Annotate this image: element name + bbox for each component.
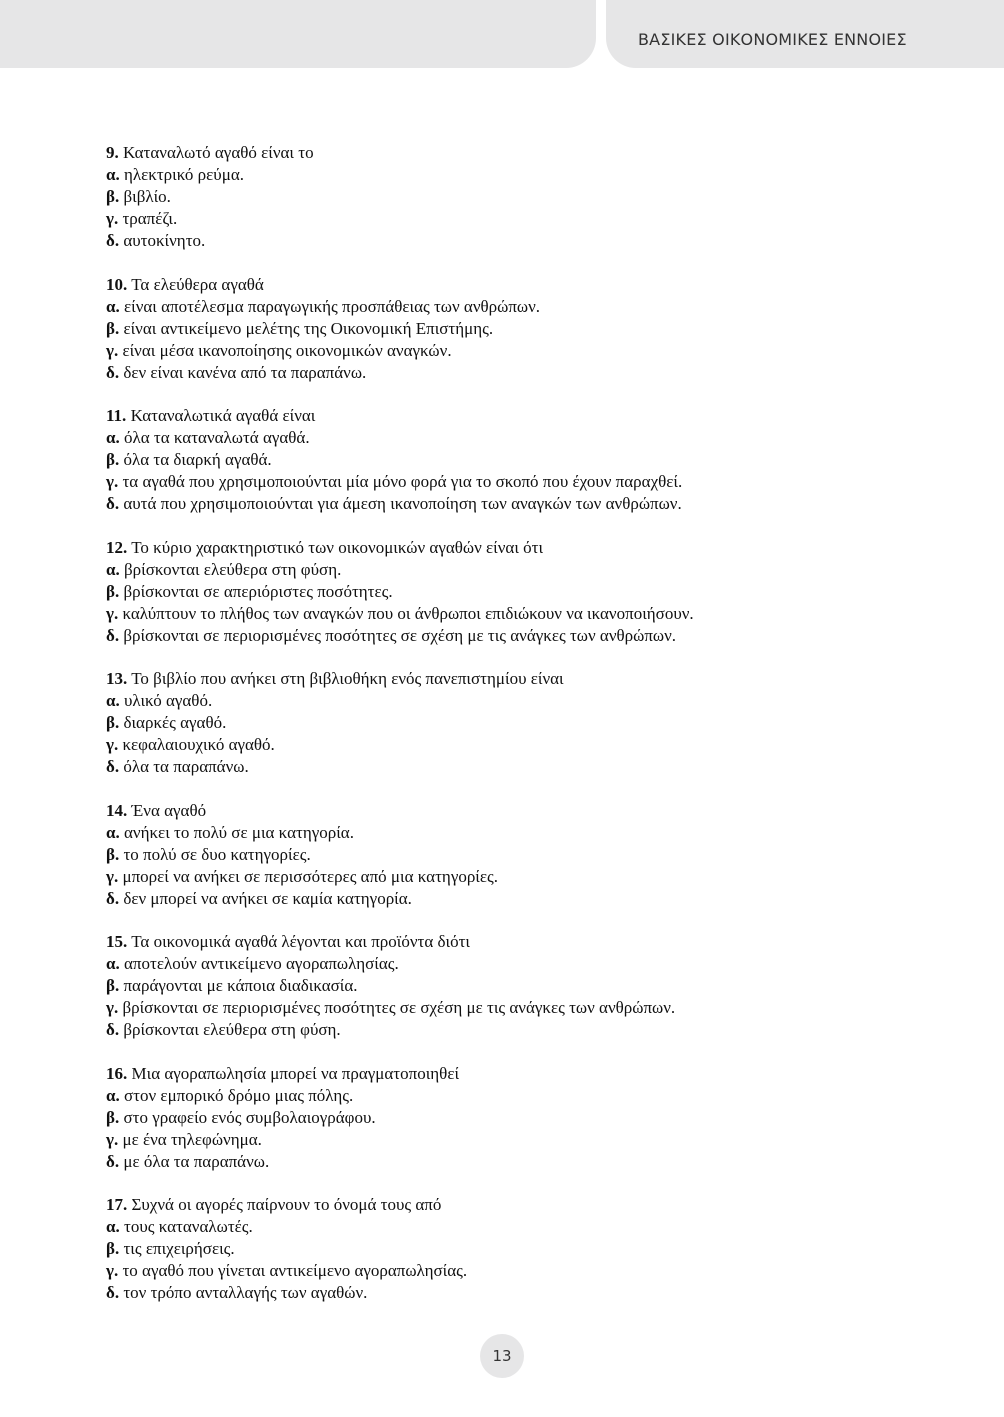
question-stem [106,405,906,427]
answer-option [106,493,906,515]
option-letter: δ. [106,1020,120,1039]
option-text: παράγονται με κάποια διαδικασία. [123,976,358,995]
answer-option [106,1216,906,1238]
answer-option [106,712,906,734]
header-left-tab [0,0,596,68]
question-block [106,1063,906,1173]
option-letter: β. [106,1239,120,1258]
option-text: διαρκές αγαθό. [123,713,227,732]
option-letter: γ. [106,1129,119,1149]
option-letter: γ. [106,735,119,754]
option-text: στο γραφείο ενός συμβολαιογράφου. [123,1107,376,1127]
answer-option [106,559,906,581]
option-text: ανήκει το πολύ σε μια κατηγορία. [124,822,354,842]
question-text: Τα ελεύθερα αγαθά [131,274,264,294]
question-text: Συχνά οι αγορές παίρνουν το όνομά τους από [131,1195,442,1214]
option-letter: α. [106,296,120,316]
option-letter: δ. [106,757,120,776]
option-text: με ένα τηλεφώνημα. [122,1129,262,1149]
option-letter: γ. [106,1261,119,1280]
option-text: όλα τα παραπάνω. [123,757,249,776]
option-text: αυτά που χρησιμοποιούνται για άμεση ικανοποίηση των αναγκών των ανθρώπων. [123,494,682,513]
answer-option [106,449,906,471]
question-number: 13. [106,669,128,688]
answer-option [106,844,906,866]
option-text: βρίσκονται σε περιορισμένες ποσότητες σε σχέση με τις ανάγκες των ανθρώπων. [123,625,677,645]
answer-option [106,603,906,625]
option-letter: α. [106,822,120,842]
option-letter: β. [106,581,120,601]
question-number: 12. [106,537,128,557]
option-letter: α. [106,1217,120,1236]
option-letter: δ. [106,1283,120,1302]
option-text: αποτελούν αντικείμενο αγοραπωλησίας. [124,954,399,973]
question-stem [106,142,906,164]
option-text: βρίσκονται σε περιορισμένες ποσότητες σε σχέση με τις ανάγκες των ανθρώπων. [122,998,676,1017]
question-block [106,1194,906,1304]
answer-option [106,1238,906,1260]
option-text: το αγαθό που γίνεται αντικείμενο αγοραπωλησίας. [122,1261,468,1280]
option-text: τον τρόπο ανταλλαγής των αγαθών. [123,1283,368,1302]
option-letter: γ. [106,340,119,360]
question-stem [106,1063,906,1085]
answer-option [106,997,906,1019]
question-number: 16. [106,1063,128,1083]
option-letter: δ. [106,1151,120,1171]
option-text: τους καταναλωτές. [124,1217,253,1236]
option-text: δεν είναι κανένα από τα παραπάνω. [123,362,367,382]
question-block [106,274,906,384]
answer-option [106,1107,906,1129]
option-text: είναι μέσα ικανοποίησης οικονομικών αναγκών. [122,340,452,360]
answer-option [106,1282,906,1304]
option-letter: β. [106,844,120,864]
question-text: Καταναλωτό αγαθό είναι το [123,143,314,162]
answer-option [106,208,906,230]
answer-option [106,186,906,208]
answer-option [106,888,906,910]
question-block [106,405,906,515]
answer-option [106,1129,906,1151]
option-letter: β. [106,976,120,995]
option-letter: δ. [106,625,120,645]
answer-option [106,427,906,449]
option-letter: α. [106,691,120,710]
option-text: βρίσκονται ελεύθερα στη φύση. [123,1020,341,1039]
question-list [106,142,906,1326]
answer-option [106,756,906,778]
option-letter: γ. [106,998,119,1017]
option-text: βρίσκονται ελεύθερα στη φύση. [124,559,342,579]
option-text: στον εμπορικό δρόμο μιας πόλης. [124,1085,354,1105]
option-text: είναι αντικείμενο μελέτης της Οικονομική Επιστήμης. [123,318,494,338]
question-stem [106,537,906,559]
question-stem [106,800,906,822]
option-letter: β. [106,450,120,469]
option-letter: α. [106,1085,120,1105]
answer-option [106,1019,906,1041]
question-block [106,142,906,252]
question-number: 11. [106,406,127,425]
answer-option [106,1151,906,1173]
option-letter: δ. [106,494,120,513]
answer-option [106,953,906,975]
option-text: ηλεκτρικό ρεύμα. [124,165,244,184]
answer-option [106,625,906,647]
option-letter: δ. [106,888,120,908]
answer-option [106,975,906,997]
question-block [106,537,906,647]
answer-option [106,1260,906,1282]
answer-option [106,230,906,252]
option-text: δεν μπορεί να ανήκει σε καμία κατηγορία. [123,888,412,908]
option-letter: α. [106,954,120,973]
question-stem [106,668,906,690]
option-letter: β. [106,187,120,206]
option-text: βιβλίο. [123,187,171,206]
option-letter: γ. [106,866,119,886]
option-letter: γ. [106,209,119,228]
question-text: Ένα αγαθό [131,800,207,820]
question-stem [106,931,906,953]
option-text: όλα τα καταναλωτά αγαθά. [124,428,310,447]
option-text: κεφαλαιουχικό αγαθό. [122,735,275,754]
question-text: Καταναλωτικά αγαθά είναι [130,406,316,425]
question-stem [106,274,906,296]
question-number: 15. [106,932,128,951]
question-text: Το κύριο χαρακτηριστικό των οικονομικών αγαθών είναι ότι [131,537,544,557]
option-letter: α. [106,165,120,184]
question-text: Το βιβλίο που ανήκει στη βιβλιοθήκη ενός πανεπιστημίου είναι [131,669,564,688]
option-text: όλα τα διαρκή αγαθά. [123,450,272,469]
option-text: με όλα τα παραπάνω. [123,1151,270,1171]
option-letter: β. [106,713,120,732]
answer-option [106,822,906,844]
answer-option [106,296,906,318]
option-letter: δ. [106,362,120,382]
option-letter: γ. [106,472,119,491]
option-text: το πολύ σε δυο κατηγορίες. [123,844,311,864]
option-text: αυτοκίνητο. [123,231,206,250]
option-letter: β. [106,1107,120,1127]
answer-option [106,362,906,384]
question-block [106,800,906,910]
answer-option [106,1085,906,1107]
question-number: 10. [106,274,128,294]
option-letter: β. [106,318,120,338]
answer-option [106,734,906,756]
option-text: είναι αποτέλεσμα παραγωγικής προσπάθειας των ανθρώπων. [124,296,541,316]
question-block [106,668,906,778]
option-text: καλύπτουν το πλήθος των αναγκών που οι άνθρωποι επιδιώκουν να ικανοποιήσουν. [122,603,694,623]
question-text: Μια αγοραπωλησία μπορεί να πραγματοποιηθεί [131,1063,460,1083]
answer-option [106,581,906,603]
answer-option [106,340,906,362]
answer-option [106,318,906,340]
question-number: 14. [106,800,128,820]
answer-option [106,690,906,712]
answer-option [106,471,906,493]
question-block [106,931,906,1041]
answer-option [106,866,906,888]
option-text: βρίσκονται σε απεριόριστες ποσότητες. [123,581,393,601]
question-number: 9. [106,143,119,162]
question-number: 17. [106,1195,128,1214]
page-number: 13 [480,1334,524,1378]
option-text: υλικό αγαθό. [124,691,213,710]
header-title: ΒΑΣΙΚΕΣ ΟΙΚΟΝΟΜΙΚΕΣ ΕΝΝΟΙΕΣ [638,30,907,49]
option-text: τραπέζι. [122,209,178,228]
option-letter: α. [106,428,120,447]
answer-option [106,164,906,186]
question-text: Τα οικονομικά αγαθά λέγονται και προϊόντα διότι [131,932,471,951]
option-letter: δ. [106,231,120,250]
option-letter: α. [106,559,120,579]
question-stem [106,1194,906,1216]
option-text: τις επιχειρήσεις. [123,1239,235,1258]
option-text: τα αγαθά που χρησιμοποιούνται μία μόνο φορά για το σκοπό που έχουν παραχθεί. [122,472,683,491]
option-letter: γ. [106,603,119,623]
option-text: μπορεί να ανήκει σε περισσότερες από μια κατηγορίες. [122,866,499,886]
